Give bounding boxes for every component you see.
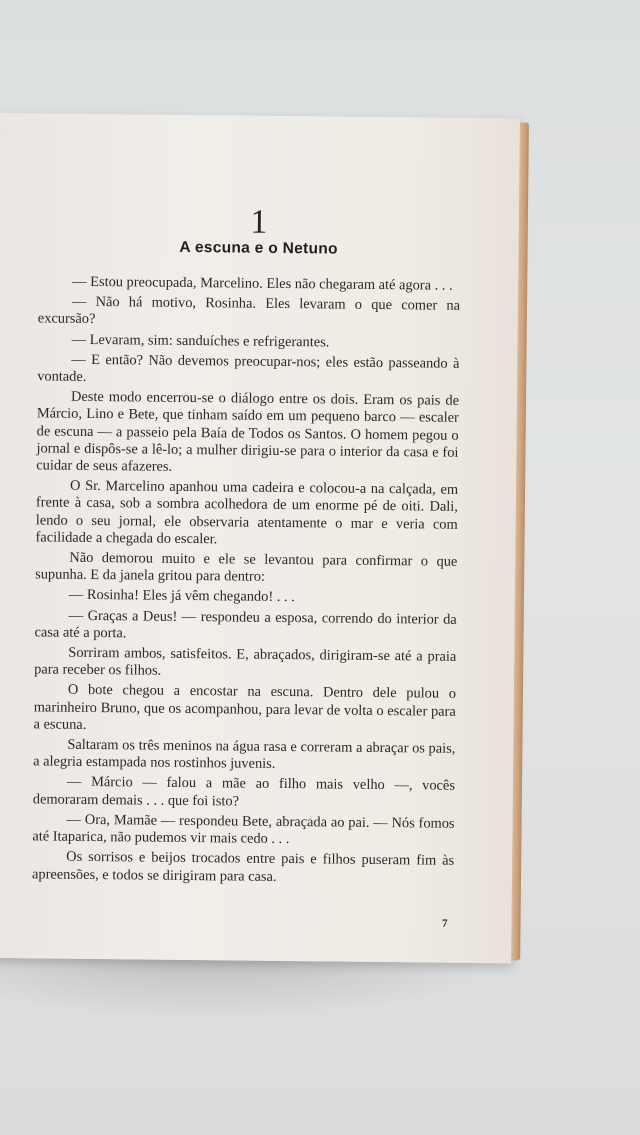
paragraph: — E então? Não devemos preocupar-nos; eles estão passeando à vontade. bbox=[37, 351, 460, 385]
page-number: 7 bbox=[441, 917, 448, 930]
paragraph: Os sorrisos e beijos trocados entre pais e filhos puseram fim às apreensões, e todos se dirigiram para casa. bbox=[31, 849, 455, 885]
paragraph: — Ora, Mamãe — respondeu Bete, abraçada ao pai. — Nós fomos até Itaparica, não pudemos vir mais cedo . . . bbox=[32, 811, 455, 848]
paragraph: Deste modo encerrou-se o diálogo entre os dois. Eram os pais de Márcio, Lino e Bete, que tinham saído em um pequeno barco — escaler de escuna — a passeio pela Baía de Todos os Santos. O homem pegou o jornal e dispôs-se a lê-lo; a mulher dirigiu-se para o interior da casa e foi cuidar de seus afazeres. bbox=[36, 388, 460, 475]
paragraph: — Estou preocupada, Marcelino. Eles não chegaram até agora . . . bbox=[72, 273, 453, 294]
paragraph: O Sr. Marcelino apanhou uma cadeira e colocou-a na calçada, em frente à casa, sob a sombra acolhedora de um enorme pé de oiti. Dali, lendo o seu jornal, ele observaria atentamente o mar e veria com facilidade a chegada do escaler. bbox=[35, 477, 459, 548]
chapter-title: A escuna e o Netuno bbox=[179, 238, 338, 258]
paragraph: — Não há motivo, Rosinha. Eles levaram o que comer na excursão? bbox=[37, 293, 461, 328]
paragraph: O bote chegou a encostar na escuna. Dentro dele pulou o marinheiro Bruno, que os acompanhou, para levar de volta o escaler para a escuna. bbox=[33, 682, 457, 733]
paragraph: Saltaram os três meninos na água rasa e correram a abraçar os pais, a alegria estampada nos rostinhos juvenis. bbox=[33, 736, 456, 773]
paragraph: — Rosinha! Eles já vêm chegando! . . . bbox=[68, 587, 295, 606]
paragraph: — Márcio — falou a mãe ao filho mais velho —, vocês demoraram demais . . . que foi isto? bbox=[32, 774, 456, 810]
paragraph: — Graças a Deus! — respondeu a esposa, correndo do interior da casa até a porta. bbox=[34, 607, 457, 642]
paragraph: Sorriram ambos, satisfeitos. E, abraçados, dirigiram-se até a praia para receber os filhos. bbox=[34, 644, 457, 679]
paragraph: Não demorou muito e ele se levantou para confirmar o que supunha. E da janela gritou para dentro: bbox=[35, 549, 458, 586]
paragraph: — Levaram, sim: sanduíches e refrigerantes. bbox=[71, 331, 330, 351]
chapter-number: 1 bbox=[250, 203, 268, 241]
book-page bbox=[0, 113, 520, 963]
body-text bbox=[32, 273, 460, 887]
